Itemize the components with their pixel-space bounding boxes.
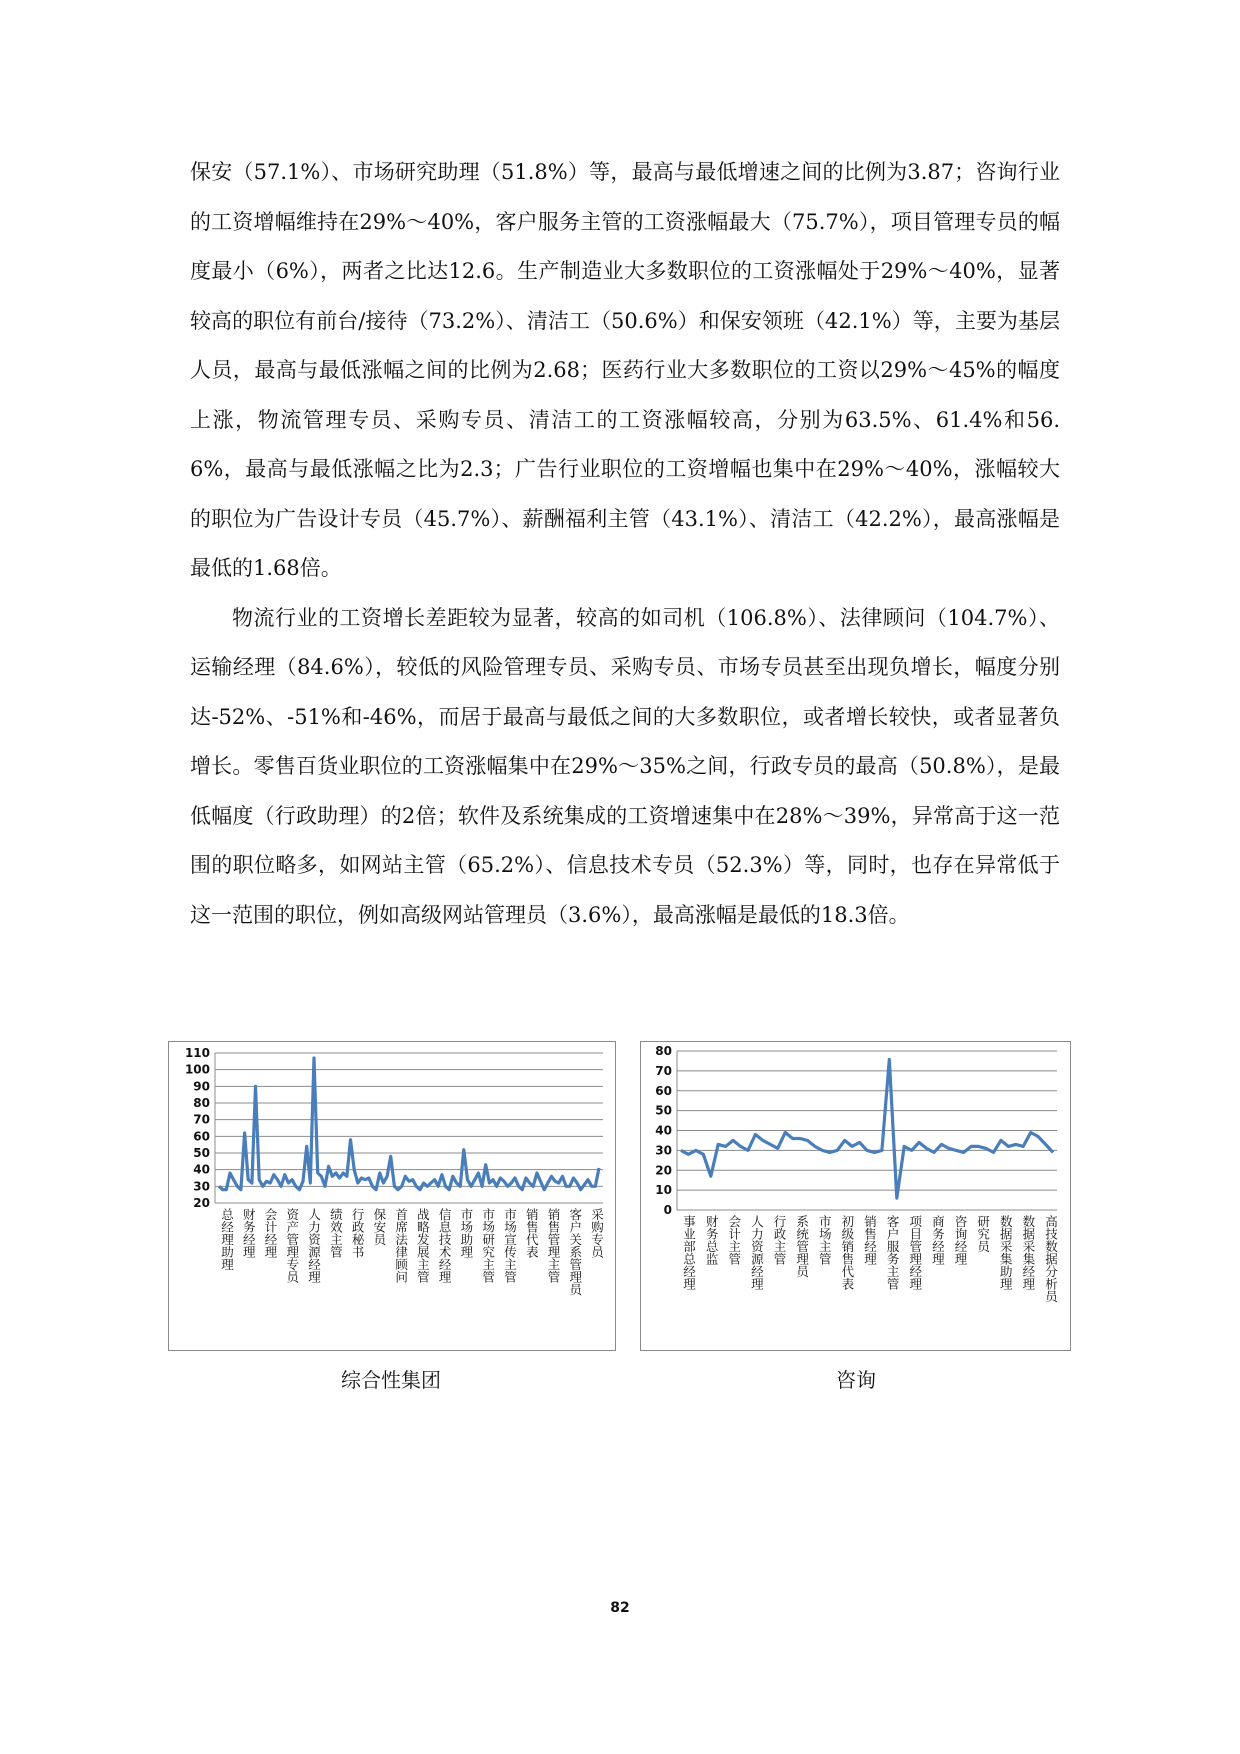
y-tick-label: 30 bbox=[655, 1143, 672, 1158]
x-category-label: 人力资源经理 bbox=[306, 1208, 322, 1283]
x-category-label: 会计主管 bbox=[726, 1215, 742, 1265]
x-category-label: 商务经理 bbox=[930, 1215, 946, 1265]
chart-conglomerate-svg bbox=[169, 1042, 615, 1350]
x-category-label: 市场研究主管 bbox=[480, 1208, 496, 1283]
x-category-label: 保安员 bbox=[371, 1208, 387, 1246]
x-category-label: 客户服务主管 bbox=[885, 1215, 901, 1290]
y-tick-label: 110 bbox=[184, 1046, 210, 1060]
y-tick-label: 60 bbox=[655, 1083, 672, 1098]
x-category-label: 初级销售代表 bbox=[839, 1215, 855, 1290]
series-line bbox=[681, 1060, 1053, 1199]
x-category-label: 系统管理员 bbox=[794, 1215, 810, 1278]
x-category-label: 项目管理经理 bbox=[907, 1215, 923, 1290]
y-tick-label: 60 bbox=[193, 1129, 210, 1144]
caption-consulting: 咨询 bbox=[836, 1368, 876, 1392]
x-category-label: 采购专员 bbox=[589, 1208, 605, 1258]
x-category-label: 销售经理 bbox=[862, 1215, 878, 1265]
y-tick-label: 20 bbox=[655, 1163, 672, 1178]
paragraph-2: 物流行业的工资增长差距较为显著，较高的如司机（106.8%）、法律顾问（104.7%）、运输经理（84.6%），较低的风险管理专员、采购专员、市场专员甚至出现负增长，幅度分别达-52%、-51%和-46%，而居于最高与最低之间的大多数职位，或者增长较快，或者显著负增长。零售百货业职位的工资涨幅集中在29%～35%之间，行政专员的最高（50.8%），是最低幅度（行政助理）的2倍；软件及系统集成的工资增速集中在28%～39%，异常高于这一范围的职位略多，如网站主管（65.2%）、信息技术专员（52.3%）等，同时，也存在异常低于这一范围的职位，例如高级网站管理员（3.6%），最高涨幅是最低的18.3倍。 bbox=[190, 605, 1060, 927]
x-category-label: 财务经理 bbox=[241, 1208, 257, 1258]
x-category-label: 战略发展主管 bbox=[415, 1208, 431, 1283]
x-category-label: 数据采集经理 bbox=[1020, 1215, 1036, 1290]
x-category-label: 市场助理 bbox=[458, 1208, 474, 1258]
y-tick-label: 80 bbox=[193, 1096, 210, 1110]
x-category-label: 绩效主管 bbox=[328, 1208, 344, 1258]
x-category-label: 行政秘书 bbox=[350, 1208, 366, 1258]
body-text bbox=[190, 148, 1060, 940]
y-tick-label: 80 bbox=[655, 1044, 672, 1058]
x-category-label: 研究员 bbox=[975, 1215, 991, 1253]
y-tick-label: 50 bbox=[655, 1103, 672, 1118]
x-category-label: 销售管理主管 bbox=[545, 1208, 561, 1283]
x-category-label: 销售代表 bbox=[524, 1208, 540, 1258]
y-tick-label: 40 bbox=[655, 1123, 672, 1138]
y-tick-label: 10 bbox=[655, 1183, 672, 1198]
x-category-label: 高技数据分析员 bbox=[1043, 1215, 1059, 1303]
page-number: 82 bbox=[610, 1600, 630, 1616]
x-category-label: 市场宣传主管 bbox=[502, 1208, 518, 1283]
x-category-label: 数据采集助理 bbox=[998, 1215, 1014, 1290]
paragraph-1: 保安（57.1%）、市场研究助理（51.8%）等，最高与最低增速之间的比例为3.87；咨询行业的工资增幅维持在29%～40%，客户服务主管的工资涨幅最大（75.7%），项目管理专员的幅度最小（6%），两者之比达12.6。生产制造业大多数职位的工资涨幅处于29%～40%，显著较高的职位有前台/接待（73.2%）、清洁工（50.6%）和保安领班（42.1%）等，主要为基层人员，最高与最低涨幅之间的比例为2.68；医药行业大多数职位的工资以29%～45%的幅度上涨，物流管理专员、采购专员、清洁工的工资涨幅较高，分别为63.5%、61.4%和56.6%，最高与最低涨幅之比为2.3；广告行业职位的工资增幅也集中在29%～40%，涨幅较大的职位为广告设计专员（45.7%）、薪酬福利主管（43.1%）、清洁工（42.2%），最高涨幅是最低的1.68倍。 bbox=[190, 160, 1060, 580]
x-category-label: 总经理助理 bbox=[219, 1208, 235, 1271]
x-category-label: 会计经理 bbox=[263, 1208, 279, 1258]
y-tick-label: 30 bbox=[193, 1179, 210, 1194]
chart-consulting-svg bbox=[641, 1042, 1070, 1350]
y-tick-label: 70 bbox=[193, 1112, 210, 1127]
y-tick-label: 0 bbox=[663, 1203, 672, 1217]
chart-conglomerate bbox=[168, 1041, 616, 1351]
x-category-label: 人力资源经理 bbox=[749, 1215, 765, 1290]
x-category-label: 咨询经理 bbox=[953, 1215, 968, 1265]
x-category-label: 财务总监 bbox=[704, 1215, 720, 1265]
x-category-label: 市场主管 bbox=[817, 1215, 833, 1265]
x-category-label: 客户关系管理员 bbox=[567, 1208, 583, 1296]
x-category-label: 事业部总经理 bbox=[681, 1215, 697, 1290]
y-tick-label: 70 bbox=[655, 1063, 672, 1078]
y-tick-label: 50 bbox=[193, 1146, 210, 1160]
y-tick-label: 40 bbox=[193, 1162, 210, 1177]
x-category-label: 资产管理专员 bbox=[284, 1208, 300, 1283]
y-tick-label: 20 bbox=[193, 1196, 210, 1210]
chart-consulting bbox=[640, 1041, 1071, 1351]
caption-conglomerate: 综合性集团 bbox=[341, 1368, 441, 1392]
x-category-label: 信息技术经理 bbox=[437, 1208, 453, 1283]
y-tick-label: 100 bbox=[184, 1062, 210, 1077]
y-tick-label: 90 bbox=[193, 1079, 210, 1094]
x-category-label: 首席法律顾问 bbox=[393, 1208, 409, 1283]
x-category-label: 行政主管 bbox=[772, 1215, 787, 1265]
